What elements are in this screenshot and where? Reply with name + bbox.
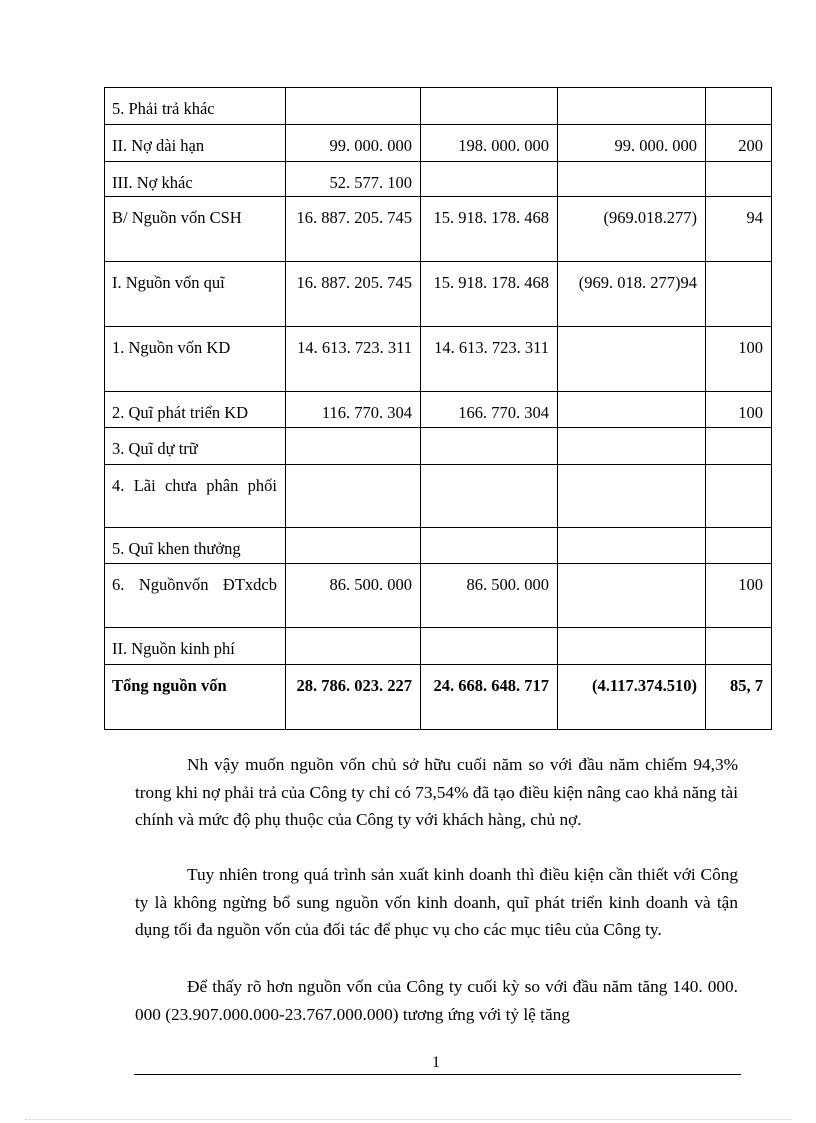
paragraph-1: Nh vậy muốn nguồn vốn chủ sở hữu cuối năm so với đầu năm chiếm 94,3% trong khi nợ phải trả của Công ty chỉ có 73,54% đã tạo điều kiện nâng cao khả năng tài chính và mức độ phụ thuộc của Công ty với khách hàng, chủ nợ.	[135, 755, 738, 829]
beginning-year-cell	[286, 428, 421, 465]
end-year-cell: 198. 000. 000	[421, 125, 558, 162]
beginning-year-cell: 14. 613. 723. 311	[286, 327, 421, 392]
ratio-cell: 100	[706, 327, 772, 392]
end-year-cell	[421, 428, 558, 465]
beginning-year-cell	[286, 465, 421, 528]
beginning-year-cell: 99. 000. 000	[286, 125, 421, 162]
table-body	[105, 88, 772, 730]
paragraph-2: Tuy nhiên trong quá trình sản xuất kinh doanh thì điều kiện cần thiết với Công ty là không ngừng bổ sung nguồn vốn kinh doanh, quĩ phát triển kinh doanh và tận dụng tối đa nguồn vốn của đối tác để phục vụ cho các mục tiêu của Công ty.	[135, 865, 738, 939]
table-row	[105, 528, 772, 564]
difference-cell	[558, 88, 706, 125]
end-year-cell: 15. 918. 178. 468	[421, 262, 558, 327]
ratio-cell	[706, 465, 772, 528]
row-label-cell: 3. Quĩ dự trữ	[105, 428, 286, 465]
paragraph-3: Để thấy rõ hơn nguồn vốn của Công ty cuối kỳ so với đầu năm tăng 140. 000. 000 (23.907.000.000-23.767.000.000) tương ứng với tỷ lệ tăng	[135, 977, 738, 1024]
row-label-cell: 5. Quĩ khen thưởng	[105, 528, 286, 564]
beginning-year-cell: 86. 500. 000	[286, 564, 421, 628]
row-label-cell: B/ Nguồn vốn CSH	[105, 197, 286, 262]
row-label-cell: 2. Quĩ phát triển KD	[105, 392, 286, 428]
ratio-cell: 100	[706, 392, 772, 428]
end-year-cell	[421, 162, 558, 197]
row-label-cell: I. Nguồn vốn quĩ	[105, 262, 286, 327]
beginning-year-cell: 16. 887. 205. 745	[286, 197, 421, 262]
capital-source-table	[104, 87, 772, 730]
difference-cell	[558, 162, 706, 197]
table-row	[105, 262, 772, 327]
ratio-cell: 85, 7	[706, 665, 772, 730]
difference-cell	[558, 428, 706, 465]
beginning-year-cell: 16. 887. 205. 745	[286, 262, 421, 327]
end-year-cell: 14. 613. 723. 311	[421, 327, 558, 392]
table-row	[105, 428, 772, 465]
ratio-cell	[706, 428, 772, 465]
difference-cell	[558, 465, 706, 528]
end-year-cell: 15. 918. 178. 468	[421, 197, 558, 262]
difference-cell	[558, 327, 706, 392]
ratio-cell: 100	[706, 564, 772, 628]
difference-cell: 99. 000. 000	[558, 125, 706, 162]
beginning-year-cell: 28. 786. 023. 227	[286, 665, 421, 730]
table-row	[105, 628, 772, 665]
table-row	[105, 162, 772, 197]
ratio-cell	[706, 262, 772, 327]
difference-cell	[558, 528, 706, 564]
difference-cell: (969.018.277)	[558, 197, 706, 262]
table-row	[105, 88, 772, 125]
row-label-cell: 1. Nguồn vốn KD	[105, 327, 286, 392]
footer-rule	[134, 1074, 741, 1075]
table-row	[105, 125, 772, 162]
beginning-year-cell: 116. 770. 304	[286, 392, 421, 428]
end-year-cell	[421, 465, 558, 528]
table-row	[105, 564, 772, 628]
row-label-cell: II. Nợ dài hạn	[105, 125, 286, 162]
difference-cell	[558, 392, 706, 428]
end-year-cell: 166. 770. 304	[421, 392, 558, 428]
row-label-cell: II. Nguồn kinh phí	[105, 628, 286, 665]
table-row	[105, 197, 772, 262]
difference-cell: (969. 018. 277)94	[558, 262, 706, 327]
page-number: 1	[432, 1054, 440, 1071]
table-row	[105, 665, 772, 730]
ratio-cell	[706, 88, 772, 125]
table-row	[105, 327, 772, 392]
ratio-cell	[706, 628, 772, 665]
page-edge	[25, 1119, 791, 1120]
end-year-cell: 24. 668. 648. 717	[421, 665, 558, 730]
row-label-cell: III. Nợ khác	[105, 162, 286, 197]
beginning-year-cell	[286, 528, 421, 564]
row-label-cell: Tổng nguồn vốn	[105, 665, 286, 730]
table-row	[105, 392, 772, 428]
row-label-cell: 4. Lãi chưa phân phối	[105, 465, 286, 528]
table-row	[105, 465, 772, 528]
end-year-cell: 86. 500. 000	[421, 564, 558, 628]
beginning-year-cell	[286, 88, 421, 125]
ratio-cell: 94	[706, 197, 772, 262]
ratio-cell	[706, 162, 772, 197]
end-year-cell	[421, 628, 558, 665]
row-label-cell: 5. Phải trả khác	[105, 88, 286, 125]
row-label-cell: 6. Nguồnvốn ĐTxdcb	[105, 564, 286, 628]
end-year-cell	[421, 88, 558, 125]
difference-cell: (4.117.374.510)	[558, 665, 706, 730]
ratio-cell: 200	[706, 125, 772, 162]
end-year-cell	[421, 528, 558, 564]
beginning-year-cell: 52. 577. 100	[286, 162, 421, 197]
difference-cell	[558, 628, 706, 665]
difference-cell	[558, 564, 706, 628]
beginning-year-cell	[286, 628, 421, 665]
ratio-cell	[706, 528, 772, 564]
